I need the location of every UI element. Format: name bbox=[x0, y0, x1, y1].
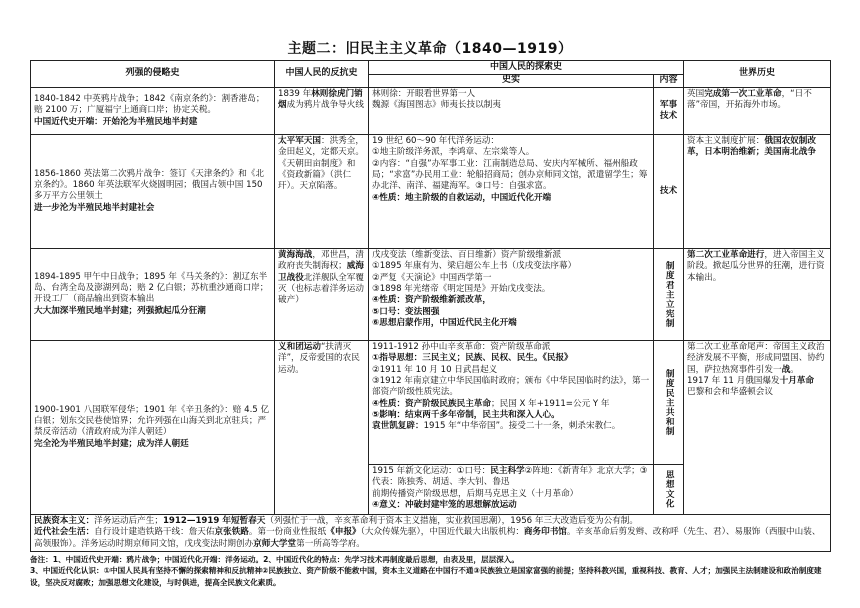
aggression-summary: 大大加深半殖民地半封建；列强掀起瓜分狂潮 bbox=[34, 305, 206, 316]
history-conclusion: ⑤口号：变法图强 bbox=[372, 306, 440, 317]
world-highlight: 十月革命 bbox=[779, 375, 814, 386]
social-highlight: 《申报》 bbox=[326, 527, 361, 538]
history-cell bbox=[369, 134, 654, 248]
history-cell bbox=[369, 248, 654, 340]
world-text: 资本主义制度扩展： bbox=[687, 135, 765, 146]
social-highlight: 京师大学堂 bbox=[253, 538, 297, 549]
header-row-1 bbox=[31, 61, 831, 75]
resistance-text: ：洪秀全，金田起义，定都天京。《天朝田亩制度》和《资政新篇》（洪仁玕）。天京陷落。 bbox=[278, 135, 364, 192]
history-cell bbox=[369, 87, 654, 134]
resistance-cell bbox=[275, 134, 369, 248]
content-cell bbox=[654, 248, 684, 340]
history-line: 林则徐：开眼看世界第一人 bbox=[372, 88, 476, 99]
resistance-cell bbox=[275, 248, 369, 340]
world-cell bbox=[684, 134, 831, 248]
footer-row bbox=[31, 514, 831, 551]
social-highlight: 商务印书馆 bbox=[523, 527, 567, 538]
aggression-summary: 完全沦为半殖民地半封建；成为洋人朝廷 bbox=[34, 438, 189, 449]
content-label: 思想文化 bbox=[664, 470, 675, 509]
social-label: 近代社会生活： bbox=[34, 527, 95, 538]
capitalism-label: 民族资本主义： bbox=[34, 515, 95, 526]
history-line: ①1895 年康有为、梁启超公车上书（戊戌变法序幕） bbox=[372, 261, 577, 272]
history-line: ②内容：“自强”办军事工业：江南制造总局、安庆内军械所、福州船政局；“求富”办民用工业：轮船招商局；创办京师同文馆，派遣留学生；筹办北洋、南洋、福建海军。③口号：自强求富。 bbox=[372, 158, 648, 192]
world-cell bbox=[684, 87, 831, 134]
header-exploration: 中国人民的探索史 bbox=[369, 61, 684, 75]
aggression-cell bbox=[31, 87, 275, 134]
world-text: ，进入帝国主义阶段。掀起瓜分世界的狂潮，进行资本输出。 bbox=[687, 249, 825, 283]
notes bbox=[30, 554, 830, 588]
content-label: 军事技术 bbox=[659, 99, 678, 121]
table-row bbox=[31, 134, 831, 248]
history-line: 1911-1912 孙中山辛亥革命：资产阶级革命派 bbox=[372, 341, 551, 352]
world-cell bbox=[684, 340, 831, 514]
history-cell bbox=[369, 464, 654, 514]
history-line: ②1911 年 10 月 10 日武昌起义 bbox=[372, 364, 498, 375]
history-line: ③1898 年光绪帝《明定国是》开始戊戌变法。 bbox=[372, 283, 551, 294]
aggression-text: 1856-1860 英法第二次鸦片战争：签订《天津条约》和《北京条约》。1860 年英法联军火烧圆明园；俄国占领中国 150 多万平方公里领土 bbox=[34, 168, 265, 202]
resistance-text: 成为鸦片战争导火线 bbox=[286, 100, 364, 111]
capitalism-text: 洋务运动后产生； bbox=[94, 515, 163, 526]
world-highlight: 第二次工业革命进行 bbox=[687, 249, 765, 260]
history-text: ②阵地：《新青年》北京大学；③代表：陈独秀、胡适、李大钊、鲁迅 bbox=[372, 465, 648, 488]
aggression-text: 1900-1901 八国联军侵华；1901 年《辛丑条约》：赔 4.5 亿白银；划东交民巷使馆界；允许列强在山海关到北京驻兵；严禁反帝活动（清政府成为洋人朝廷） bbox=[34, 404, 270, 438]
history-line: 19 世纪 60～90 年代洋务运动： bbox=[372, 135, 499, 146]
content-label: 制度民主共和制 bbox=[664, 368, 675, 436]
world-cell bbox=[684, 248, 831, 340]
content-label: 制度君主立宪制 bbox=[664, 260, 675, 328]
content-cell bbox=[654, 464, 684, 514]
aggression-cell bbox=[31, 134, 275, 248]
aggression-text: 1894-1895 甲午中日战争；1895 年《马关条约》：割辽东半岛、台湾全岛及澎湖列岛；赔 2 亿白银；苏杭重沙通商口岸；开设工厂（商品输出到资本输出 bbox=[34, 271, 269, 305]
resistance-highlight: 太平军天国 bbox=[278, 135, 321, 146]
header-world: 世界历史 bbox=[684, 61, 831, 88]
world-text: ，“日不落”帝国，开拓海外市场。 bbox=[687, 88, 812, 111]
history-conclusion: ④性质：资产阶级维新派改革， bbox=[372, 295, 491, 306]
content-label: 技术 bbox=[659, 185, 678, 196]
world-highlight: 完成第一次工业革命 bbox=[704, 88, 782, 99]
table-row bbox=[31, 87, 831, 134]
resistance-text: “扶清灭洋”，反帝爱国的农民运动。 bbox=[278, 341, 360, 375]
aggression-cell bbox=[31, 248, 275, 340]
history-table bbox=[30, 60, 831, 552]
header-aggression: 列强的侵略史 bbox=[31, 61, 275, 88]
history-conclusion: ④意义：冲破封建牢笼的思想解放运动 bbox=[372, 499, 517, 510]
history-highlight: ①指导思想：三民主义；民族、民权、民生。《民报》 bbox=[372, 353, 573, 364]
world-text: 1917 年 11 月俄国爆发 bbox=[687, 375, 780, 386]
resistance-cell bbox=[275, 340, 369, 514]
world-text: 第二次工业革命尾声：帝国主义政治经济发展不平衡，形成同盟国、协约国，萨拉热窝事件引发一 bbox=[687, 341, 825, 375]
table-row bbox=[31, 248, 831, 340]
history-cell bbox=[369, 340, 654, 464]
resistance-highlight: 义和团运动 bbox=[278, 341, 321, 352]
history-line: 戊戌变法（维新变法、百日维新）资产阶级维新派 bbox=[372, 249, 562, 260]
header-content: 内容 bbox=[654, 75, 684, 88]
content-cell bbox=[654, 340, 684, 464]
world-highlight: 俄国农奴制改革，日本明治维新；美国南北战争 bbox=[687, 135, 816, 158]
page-title: 主题二：旧民主主义革命（1840—1919） bbox=[287, 41, 573, 57]
resistance-highlight: 黄海海战 bbox=[278, 249, 313, 260]
history-conclusion: ⑥思想启蒙作用，中国近代民主化开端 bbox=[372, 317, 517, 328]
resistance-text: 1839 年 bbox=[278, 88, 312, 99]
aggression-summary: 中国近代史开端：开始沦为半殖民地半封建 bbox=[34, 116, 198, 127]
resistance-cell bbox=[275, 87, 369, 134]
history-text: 1915 年新文化运动：①口号： bbox=[372, 465, 491, 476]
header-history: 史实 bbox=[369, 75, 654, 88]
social-text: 。第一份商业性报纸 bbox=[248, 527, 327, 538]
content-cell bbox=[654, 87, 684, 134]
resistance-text: ，邓世昌，清政府丧失制海权； bbox=[278, 249, 364, 272]
history-text: ；民国 X 年+1911=公元 Y 年 bbox=[491, 398, 610, 409]
resistance-highlight: 林则徐虎门销烟 bbox=[278, 88, 363, 111]
history-line: ③1912 年南京建立中华民国临时政府；颁布《中华民国临时约法》，第一部资产阶级性质宪法。 bbox=[372, 375, 650, 398]
world-text: 英国 bbox=[687, 88, 705, 99]
world-text: 。 bbox=[790, 364, 799, 375]
history-highlight: 民主科学 bbox=[490, 465, 525, 476]
history-text: 1915 年“中华帝国”。接受二十一条，刺杀宋教仁。 bbox=[423, 421, 621, 432]
social-highlight: 京张铁路 bbox=[214, 527, 249, 538]
footer-cell bbox=[31, 514, 831, 551]
aggression-cell bbox=[31, 340, 275, 514]
resistance-highlight: 威海卫战役 bbox=[278, 261, 364, 283]
aggression-summary: 进一步沦为半殖民地半封建社会 bbox=[34, 202, 155, 213]
history-line: 魏源《海国图志》师夷长技以制夷 bbox=[372, 100, 501, 111]
social-text: 。辛亥革命后剪发辫、改称呼（先生、君）、易服饰（西服中山装、高领服饰）。洋务运动时期京师同文馆，戊戌变法时期创办 bbox=[34, 527, 821, 549]
capitalism-highlight: 1912—1919 年短暂春天 bbox=[162, 515, 266, 526]
history-conclusion: ④性质：地主阶级的自救运动，中国近代化开端 bbox=[372, 192, 552, 203]
history-line: ①地主阶级洋务派，李鸿章、左宗棠等人。 bbox=[372, 147, 535, 158]
table-row bbox=[31, 340, 831, 464]
content-cell bbox=[654, 134, 684, 248]
capitalism-text: （列强忙于一战，辛亥革命利于资本主义措施，实业救国思潮），1956 年三大改造后变为公有制。 bbox=[265, 515, 638, 526]
aggression-text: 1840-1842 中英鸦片战争；1842《南京条约》：割香港岛；赔 2100 万；广厦福宁上通商口岸；协定关税。 bbox=[34, 93, 265, 116]
world-text: 巴黎和会和华盛顿会议 bbox=[687, 387, 773, 398]
history-highlight: ⑤影响：结束两千多年帝制，民主共和深入人心。 bbox=[372, 409, 560, 420]
social-text: （大众传媒先驱），中国近代最大出版机构： bbox=[360, 527, 524, 538]
world-highlight: 战 bbox=[781, 364, 791, 375]
resistance-text: 北洋舰队全军覆灭（也标志着洋务运动破产） bbox=[278, 272, 364, 306]
header-resistance: 中国人民的反抗史 bbox=[275, 61, 369, 88]
history-line: ②严复《天演论》中国西学第一 bbox=[372, 272, 492, 283]
history-line: 前期传播资产阶级思想，后期马克思主义（十月革命） bbox=[372, 488, 579, 499]
social-text: 自行设计建造铁路干线：詹天佑 bbox=[94, 527, 215, 538]
social-text: 第一所高等学府。 bbox=[296, 538, 365, 549]
note-line: 备注：1、中国近代史开端：鸦片战争；中国近代化开端：洋务运动。2、中国近代化的特点：先学习技术再制度最后思想，由表及里，层层深入。 bbox=[30, 555, 519, 564]
history-highlight: 袁世凯复辟： bbox=[372, 421, 424, 432]
history-highlight: ④性质：资产阶级民族民主革命 bbox=[372, 398, 491, 409]
note-line: 3、中国近代化认识：①中国人民具有坚持不懈的探索精神和反抗精神②民族独立、资产阶级不能救中国，资本主义道路在中国行不通③民族独立是国家富强的前提；坚持科教兴国，重视科技、教育、人才；加强民主法制建设和政治制度建设，坚决反对腐败；加强思想文化建设，与时俱进，提高全民族文化素质。 bbox=[30, 566, 822, 587]
